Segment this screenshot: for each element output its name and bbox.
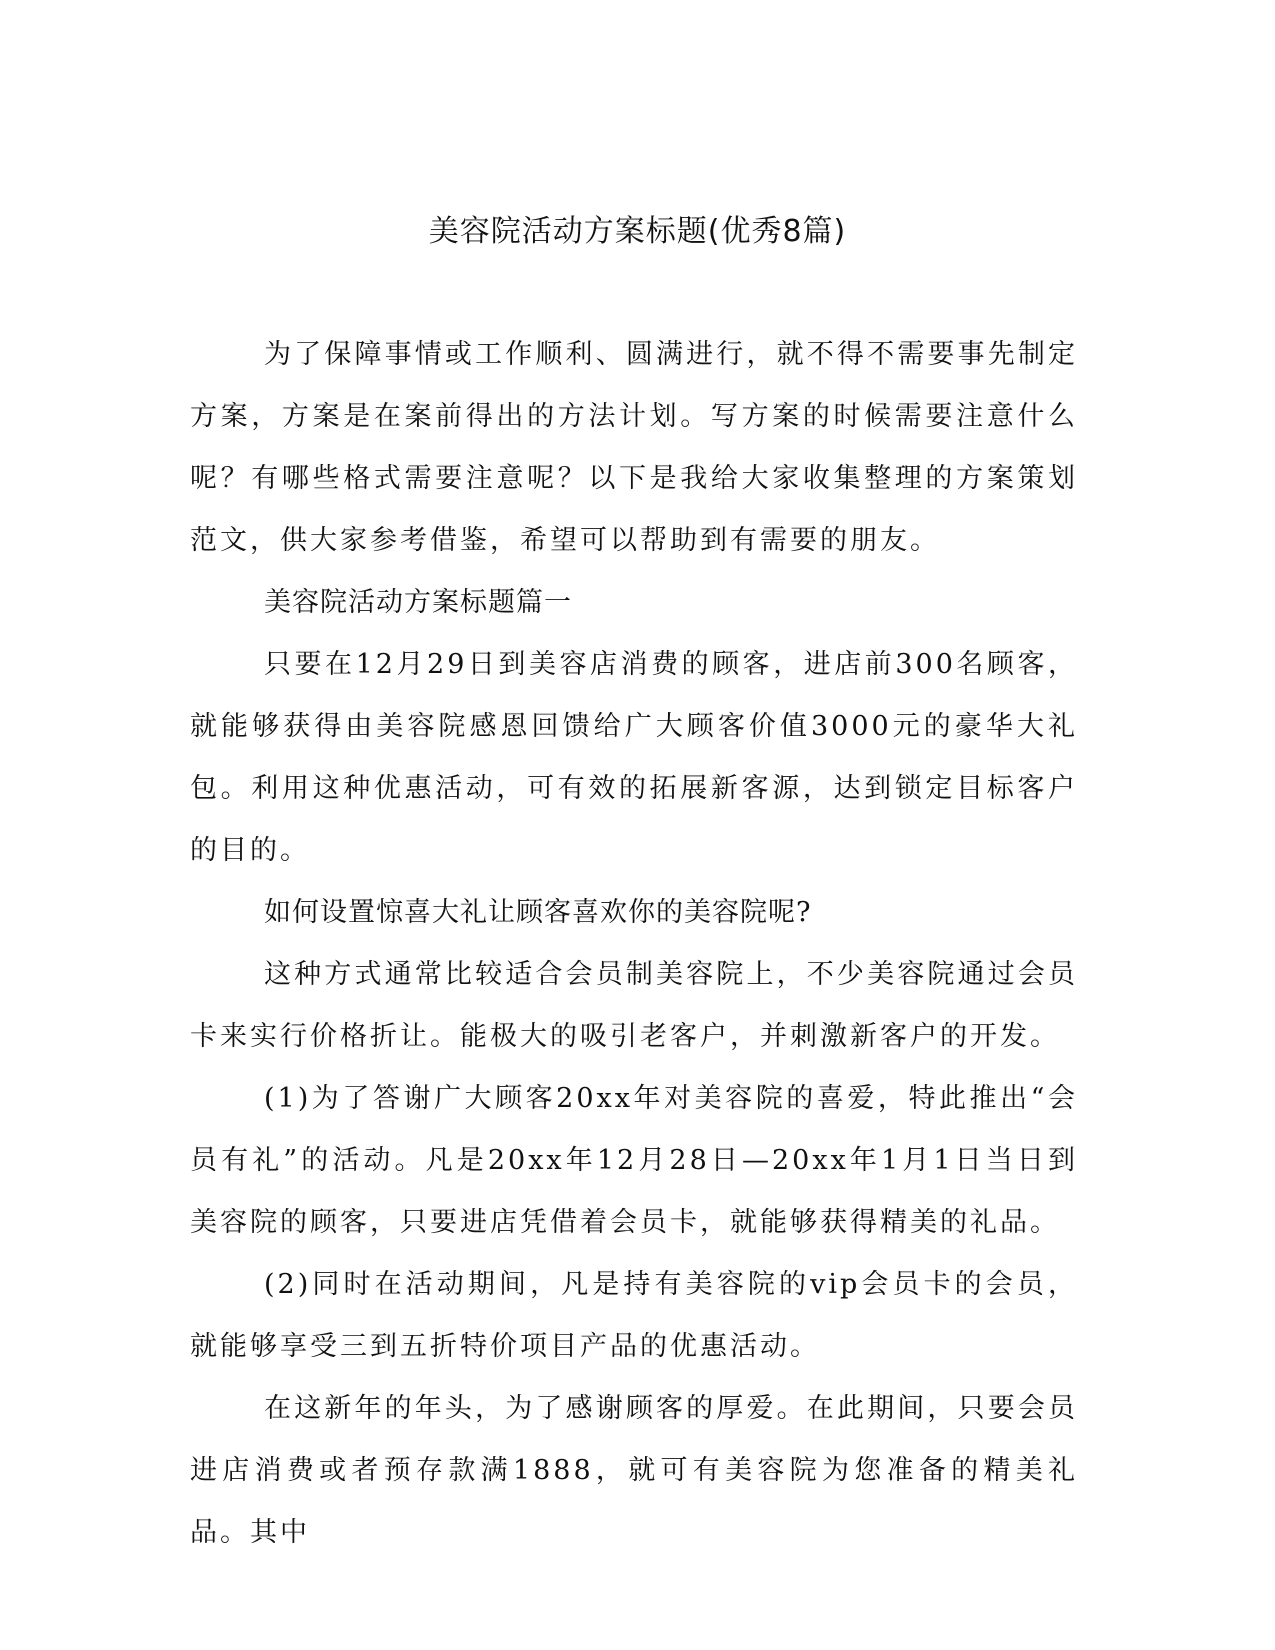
body-paragraph: 在这新年的年头，为了感谢顾客的厚爱。在此期间，只要会员进店消费或者预存款满1888，就可有美容院为您准备的精美礼品。其中 <box>190 1393 1078 1548</box>
body-paragraph: 只要在12月29日到美容店消费的顾客，进店前300名顾客，就能够获得由美容院感恩回馈给广大顾客价值3000元的豪华大礼包。利用这种优惠活动，可有效的拓展新客源，达到锁定目标客户的目的。 <box>190 649 1078 866</box>
list-item-2-paragraph: (2)同时在活动期间，凡是持有美容院的vip会员卡的会员，就能够享受三到五折特价项目产品的优惠活动。 <box>190 1269 1078 1362</box>
document-body <box>190 324 1078 1564</box>
section-heading: 美容院活动方案标题篇一 <box>264 587 572 618</box>
document-title: 美容院活动方案标题(优秀8篇) <box>428 214 847 249</box>
list-item-1-paragraph: (1)为了答谢广大顾客20xx年对美容院的喜爱，特此推出“会员有礼”的活动。凡是20xx年12月28日—20xx年1月1日当日到美容院的顾客，只要进店凭借着会员卡，就能够获得精美的礼品。 <box>190 1083 1078 1238</box>
intro-paragraph: 为了保障事情或工作顺利、圆满进行，就不得不需要事先制定方案，方案是在案前得出的方法计划。写方案的时候需要注意什么呢？有哪些格式需要注意呢？以下是我给大家收集整理的方案策划范文，供大家参考借鉴，希望可以帮助到有需要的朋友。 <box>190 339 1078 556</box>
body-paragraph: 这种方式通常比较适合会员制美容院上，不少美容院通过会员卡来实行价格折让。能极大的吸引老客户，并刺激新客户的开发。 <box>190 959 1078 1052</box>
question-paragraph: 如何设置惊喜大礼让顾客喜欢你的美容院呢? <box>264 897 812 928</box>
